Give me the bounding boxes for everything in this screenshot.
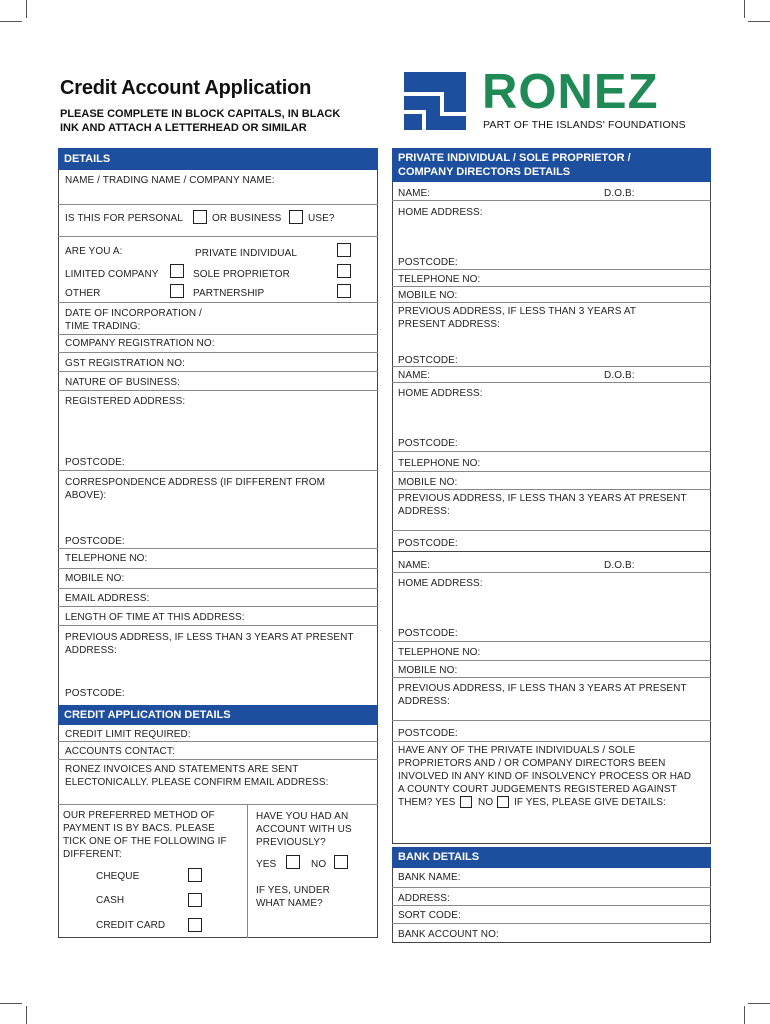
private-individual-label: PRIVATE INDIVIDUAL <box>195 248 298 259</box>
director2-previous-postcode-label: POSTCODE: <box>398 538 458 549</box>
length-at-address-label: LENGTH OF TIME AT THIS ADDRESS: <box>65 612 245 623</box>
private-individual-checkbox[interactable] <box>337 243 351 257</box>
divider <box>392 302 711 303</box>
divider <box>58 568 378 569</box>
crop-mark <box>748 1003 770 1004</box>
no-label: NO <box>311 859 327 870</box>
partnership-checkbox[interactable] <box>337 284 351 298</box>
divider <box>392 489 711 490</box>
sole-proprietor-label: SOLE PROPRIETOR <box>193 269 290 280</box>
divider <box>392 660 711 661</box>
accounts-contact-label: ACCOUNTS CONTACT: <box>65 746 175 757</box>
divider <box>392 551 711 552</box>
cash-checkbox[interactable] <box>188 893 202 907</box>
previous-name-label: IF YES, UNDER WHAT NAME? <box>256 885 330 909</box>
director2-home-address-label: HOME ADDRESS: <box>398 388 483 399</box>
director1-telephone-label: TELEPHONE NO: <box>398 274 481 285</box>
director3-home-address-label: HOME ADDRESS: <box>398 578 483 589</box>
divider <box>392 572 711 573</box>
email-label: EMAIL ADDRESS: <box>65 593 150 604</box>
divider <box>58 588 378 589</box>
crop-mark <box>744 1006 745 1024</box>
divider <box>392 382 711 383</box>
other-label: OTHER <box>65 288 101 299</box>
ronez-logo <box>404 65 700 132</box>
ronez-mark-icon <box>404 70 470 132</box>
crop-mark <box>748 21 770 22</box>
sole-proprietor-checkbox[interactable] <box>337 264 351 278</box>
payment-method-label: OUR PREFERRED METHOD OF PAYMENT IS BY BACS. PLEASE TICK ONE OF THE FOLLOWING IF DIFFERENT: <box>63 810 227 860</box>
cash-label: CASH <box>96 895 125 906</box>
crop-mark <box>26 1006 27 1024</box>
director2-telephone-label: TELEPHONE NO: <box>398 458 481 469</box>
credit-limit-label: CREDIT LIMIT REQUIRED: <box>65 729 191 740</box>
director3-dob-label: D.O.B: <box>604 560 635 571</box>
page-title: Credit Account Application <box>60 77 312 99</box>
previous-postcode-label: POSTCODE: <box>65 688 125 699</box>
divider <box>247 804 248 938</box>
director1-home-address-label: HOME ADDRESS: <box>398 207 483 218</box>
personal-use-checkbox[interactable] <box>193 210 207 224</box>
divider <box>392 887 711 888</box>
business-use-checkbox[interactable] <box>289 210 303 224</box>
correspondence-postcode-label: POSTCODE: <box>65 536 125 547</box>
company-registration-label: COMPANY REGISTRATION NO: <box>65 338 215 349</box>
divider <box>58 334 378 335</box>
divider <box>58 236 378 237</box>
crop-mark <box>0 1003 22 1004</box>
incorporation-label: DATE OF INCORPORATION / TIME TRADING: <box>65 308 202 332</box>
director1-postcode-label: POSTCODE: <box>398 257 458 268</box>
divider <box>58 606 378 607</box>
director2-previous-address-label: PREVIOUS ADDRESS, IF LESS THAN 3 YEARS AT PRESENT ADDRESS: <box>398 493 687 517</box>
directors-heading: PRIVATE INDIVIDUAL / SOLE PROPRIETOR / COMPANY DIRECTORS DETAILS <box>392 148 711 182</box>
divider <box>392 677 711 678</box>
divider <box>392 366 711 367</box>
director1-mobile-label: MOBILE NO: <box>398 290 458 301</box>
registered-address-label: REGISTERED ADDRESS: <box>65 396 186 407</box>
divider <box>58 548 378 549</box>
credit-card-checkbox[interactable] <box>188 918 202 932</box>
details-heading: DETAILS <box>58 148 378 170</box>
cheque-label: CHEQUE <box>96 871 140 882</box>
previous-address-label: PREVIOUS ADDRESS, IF LESS THAN 3 YEARS AT PRESENT ADDRESS: <box>65 632 354 656</box>
previous-account-no-checkbox[interactable] <box>334 855 348 869</box>
divider <box>392 720 711 721</box>
divider <box>58 204 378 205</box>
director2-mobile-label: MOBILE NO: <box>398 477 458 488</box>
director1-dob-label: D.O.B: <box>604 188 635 199</box>
divider <box>58 759 378 760</box>
other-checkbox[interactable] <box>170 284 184 298</box>
crop-mark <box>26 0 27 18</box>
director2-dob-label: D.O.B: <box>604 370 635 381</box>
director2-postcode-label: POSTCODE: <box>398 438 458 449</box>
use-label: USE? <box>308 213 335 224</box>
logo-tagline: PART OF THE ISLANDS' FOUNDATIONS <box>483 119 686 131</box>
bank-heading: BANK DETAILS <box>392 847 711 868</box>
partnership-label: PARTNERSHIP <box>193 288 265 299</box>
personal-use-label: IS THIS FOR PERSONAL <box>65 213 183 224</box>
yes-label: YES <box>256 859 277 870</box>
divider <box>392 286 711 287</box>
divider <box>58 390 378 391</box>
limited-company-label: LIMITED COMPANY <box>65 269 159 280</box>
director3-postcode-label: POSTCODE: <box>398 628 458 639</box>
divider <box>58 804 378 805</box>
trading-name-label: NAME / TRADING NAME / COMPANY NAME: <box>65 175 275 186</box>
crop-mark <box>744 0 745 18</box>
director2-name-label: NAME: <box>398 370 431 381</box>
details-panel <box>58 148 378 708</box>
credit-card-label: CREDIT CARD <box>96 920 166 931</box>
bank-address-label: ADDRESS: <box>398 893 450 904</box>
limited-company-checkbox[interactable] <box>170 264 184 278</box>
logo-wordmark: RONEZ <box>482 65 659 119</box>
director1-previous-address-label: PREVIOUS ADDRESS, IF LESS THAN 3 YEARS AT PRESENT ADDRESS: <box>398 306 637 330</box>
are-you-label: ARE YOU A: <box>65 246 123 257</box>
insolvency-no-checkbox[interactable] <box>497 796 509 808</box>
bank-name-label: BANK NAME: <box>398 872 461 883</box>
invoice-email-label: RONEZ INVOICES AND STATEMENTS ARE SENT ELECTONICALLY. PLEASE CONFIRM EMAIL ADDRESS: <box>65 764 329 788</box>
director1-name-label: NAME: <box>398 188 431 199</box>
divider <box>58 352 378 353</box>
sort-code-label: SORT CODE: <box>398 910 461 921</box>
divider <box>392 269 711 270</box>
divider <box>58 371 378 372</box>
business-label: OR BUSINESS <box>212 213 282 224</box>
crop-mark <box>0 21 22 22</box>
insolvency-question: HAVE ANY OF THE PRIVATE INDIVIDUALS / SOLE PROPRIETORS AND / OR COMPANY DIRECTORS BEEN INVOLVED IN ANY KIND OF INSOLVENCY PROCESS OR HAD A COUNTY COURT JUDGEMENTS REGISTERED AGAINST THEM? YES NO IF YES, PLEASE GIVE DETAILS: <box>398 745 692 808</box>
divider <box>392 641 711 642</box>
mobile-label: MOBILE NO: <box>65 573 125 584</box>
cheque-checkbox[interactable] <box>188 868 202 882</box>
divider <box>392 923 711 924</box>
divider <box>58 302 378 303</box>
previous-account-label: HAVE YOU HAD AN ACCOUNT WITH US PREVIOUSLY? <box>256 811 352 848</box>
postcode-label: POSTCODE: <box>65 457 125 468</box>
director3-previous-address-label: PREVIOUS ADDRESS, IF LESS THAN 3 YEARS AT PRESENT ADDRESS: <box>398 683 687 707</box>
director1-previous-postcode-label: POSTCODE: <box>398 355 458 366</box>
divider <box>58 741 378 742</box>
instructions: PLEASE COMPLETE IN BLOCK CAPITALS, IN BLACK INK AND ATTACH A LETTERHEAD OR SIMILAR <box>60 108 341 134</box>
divider <box>392 741 711 742</box>
director3-mobile-label: MOBILE NO: <box>398 665 458 676</box>
divider <box>58 470 378 471</box>
correspondence-address-label: CORRESPONDENCE ADDRESS (IF DIFFERENT FROM ABOVE): <box>65 477 326 501</box>
credit-heading: CREDIT APPLICATION DETAILS <box>58 705 378 725</box>
director3-telephone-label: TELEPHONE NO: <box>398 647 481 658</box>
divider <box>392 451 711 452</box>
telephone-label: TELEPHONE NO: <box>65 553 148 564</box>
divider <box>392 530 711 531</box>
nature-of-business-label: NATURE OF BUSINESS: <box>65 377 181 388</box>
bank-account-label: BANK ACCOUNT NO: <box>398 929 499 940</box>
divider <box>392 200 711 201</box>
previous-account-yes-checkbox[interactable] <box>286 855 300 869</box>
insolvency-yes-checkbox[interactable] <box>460 796 472 808</box>
director3-name-label: NAME: <box>398 560 431 571</box>
director3-previous-postcode-label: POSTCODE: <box>398 728 458 739</box>
divider <box>392 905 711 906</box>
divider <box>392 471 711 472</box>
gst-registration-label: GST REGISTRATION NO: <box>65 358 185 369</box>
divider <box>58 625 378 626</box>
